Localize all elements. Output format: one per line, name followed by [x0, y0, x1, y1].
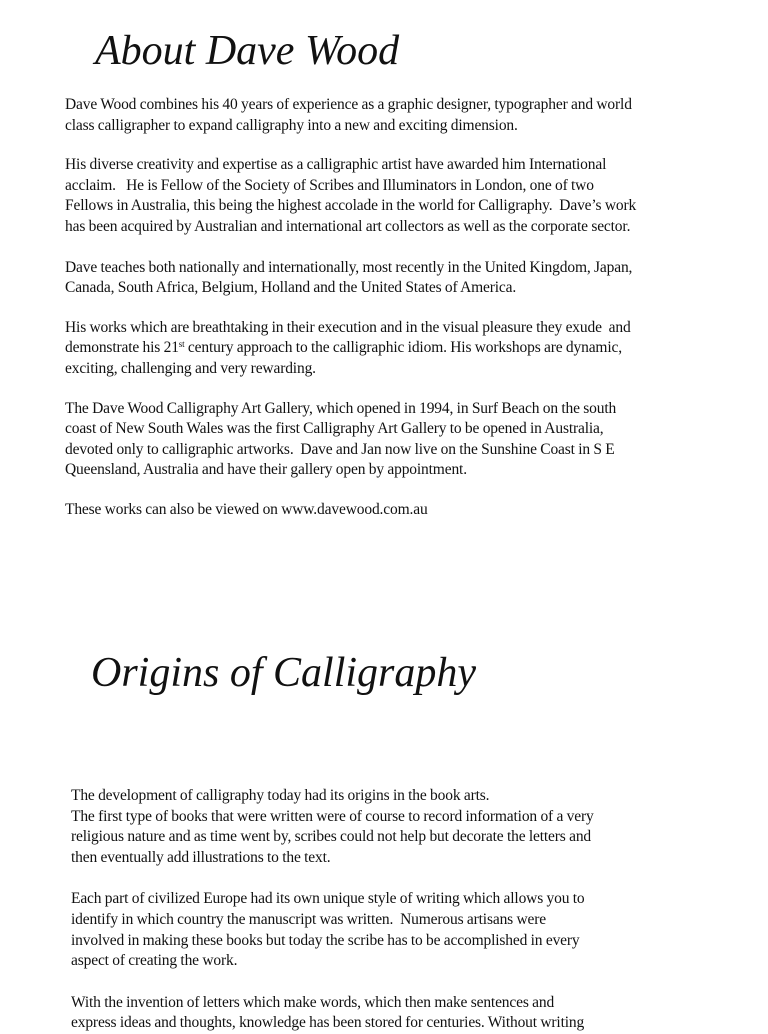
text-line: Each part of civilized Europe had its own unique style of writing which allows you to — [71, 890, 585, 908]
text-line: religious nature and as time went by, scribes could not help but decorate the letters and — [71, 828, 592, 846]
text-fragment: demonstrate his 21 — [65, 339, 179, 357]
text-line: His works which are breathtaking in their execution and in the visual pleasure they exude and — [65, 318, 631, 336]
text-line: Queensland, Australia and have their gallery open by appointment. — [65, 461, 467, 479]
about-paragraph-works — [65, 318, 755, 380]
origins-section — [71, 786, 761, 1034]
text-line: The first type of books that were written were of course to record information of a very — [71, 807, 594, 825]
about-paragraph-experience — [65, 95, 755, 136]
text-line: devoted only to calligraphic artworks. Dave and Jan now live on the Sunshine Coast in S E — [65, 440, 615, 458]
text-line: Dave teaches both nationally and internationally, most recently in the United Kingdom, Japan, — [65, 258, 633, 276]
text-line: aspect of creating the work. — [71, 952, 238, 970]
text-line: His diverse creativity and expertise as a calligraphic artist have awarded him International — [65, 156, 607, 174]
about-paragraph-teaching — [65, 258, 755, 299]
text-line: exciting, challenging and very rewarding. — [65, 359, 316, 377]
text-line: Fellows in Australia, this being the highest accolade in the world for Calligraphy. Dave’s work — [65, 197, 637, 215]
about-section — [65, 95, 755, 521]
text-line: acclaim. He is Fellow of the Society of Scribes and Illuminators in London, one of two — [65, 176, 594, 194]
text-line: Dave Wood combines his 40 years of experience as a graphic designer, typographer and world — [65, 96, 632, 113]
text-line: The Dave Wood Calligraphy Art Gallery, which opened in 1994, in Surf Beach on the south — [65, 399, 617, 417]
text-line: coast of New South Wales was the first Calligraphy Art Gallery to be opened in Australia, — [65, 420, 604, 438]
text-line: has been acquired by Australian and international art collectors as well as the corporate sector. — [65, 217, 631, 235]
about-heading: About Dave Wood — [95, 28, 400, 74]
origins-heading: Origins of Calligraphy — [91, 650, 477, 696]
text-line: involved in making these books but today the scribe has to be accomplished in every — [71, 931, 580, 949]
about-paragraph-gallery — [65, 399, 755, 481]
text-line: express ideas and thoughts, knowledge has been stored for centuries. Without writing — [71, 1014, 585, 1032]
about-paragraph-website — [65, 500, 755, 521]
text-line: then eventually add illustrations to the text. — [71, 848, 331, 866]
text-line: identify in which country the manuscript was written. Numerous artisans were — [71, 910, 546, 928]
about-paragraph-acclaim — [65, 155, 755, 237]
text-line: class calligrapher to expand calligraphy into a new and exciting dimension. — [65, 116, 518, 134]
origins-paragraph-europe — [71, 889, 761, 971]
text-line — [65, 338, 755, 359]
origins-paragraph-letters — [71, 993, 761, 1034]
text-fragment: century approach to the calligraphic idiom. His workshops are dynamic, — [184, 339, 622, 357]
text-line: Canada, South Africa, Belgium, Holland and the United States of America. — [65, 279, 517, 297]
ordinal-superscript: st — [178, 339, 185, 350]
origins-paragraph-development — [71, 786, 761, 868]
text-line: These works can also be viewed on www.davewood.com.au — [65, 500, 428, 518]
text-line: With the invention of letters which make words, which then make sentences and — [71, 993, 555, 1011]
text-line: The development of calligraphy today had its origins in the book arts. — [71, 787, 490, 804]
